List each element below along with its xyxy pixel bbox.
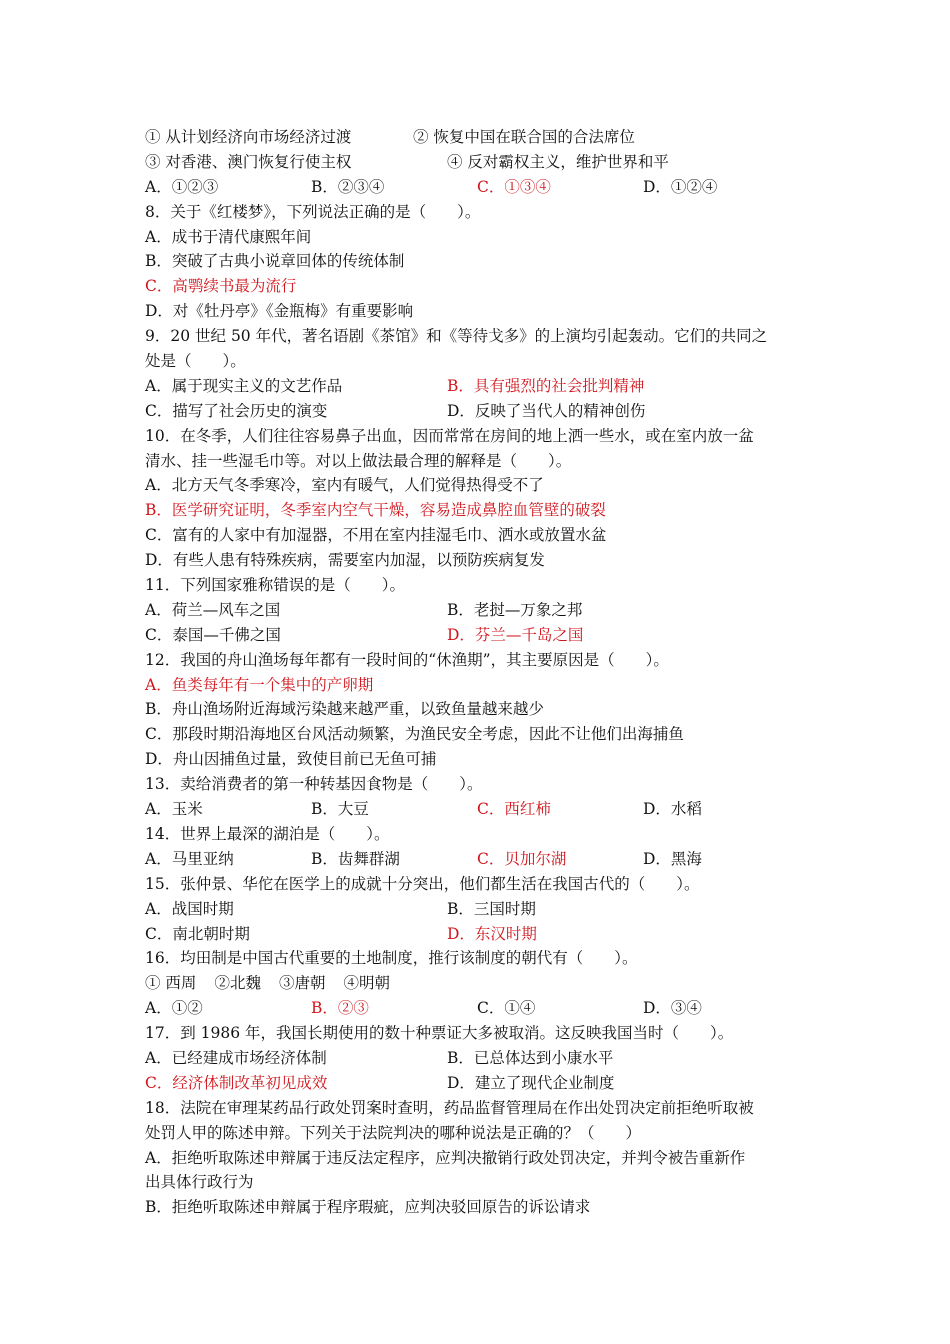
q14-option-c: C．贝加尔湖 [477,849,567,868]
q16-statement-1: ① 西周 [145,974,197,993]
q7-statements-row-1 [145,125,810,150]
q7-option-a: A．①②③ [145,177,219,196]
q7-options [145,175,810,200]
q15-option-c: C．南北朝时期 [145,924,250,943]
q10-option-b: B．医学研究证明，冬季室内空气干燥，容易造成鼻腔血管壁的破裂 [145,501,606,520]
q16-statement-3: ③唐朝 [278,974,326,993]
q13-options [145,797,810,822]
q7-statement-2: ② 恢复中国在联合国的合法席位 [413,128,635,146]
q15-options-row-1 [145,897,810,922]
q17-options-row-1 [145,1046,810,1071]
q16-option-d: D．③④ [643,999,702,1018]
q8-option-a: A．成书于清代康熙年间 [145,227,312,246]
q16-statements [145,971,810,996]
q11-option-c: C．泰国—千佛之国 [145,625,281,644]
q13-option-d: D．水稻 [643,800,702,819]
q12-option-c: C．那段时期沿海地区台风活动频繁，为渔民安全考虑，因此不让他们出海捕鱼 [145,725,684,744]
q10-stem-line-2: 清水、挂一些湿毛巾等。对以上做法最合理的解释是（ ）。 [145,451,572,470]
q10-option-a: A．北方天气冬季寒冷，室内有暖气，人们觉得热得受不了 [145,476,544,495]
q10-option-d: D．有些人患有特殊疾病，需要室内加湿，以预防疾病复发 [145,551,545,570]
q12-option-a: A．鱼类每年有一个集中的产卵期 [145,675,374,694]
q7-option-c: C．①③④ [477,177,551,196]
q13-option-c: C．西红柿 [477,800,551,819]
q7-option-d: D．①②④ [643,177,718,196]
q9-option-d: D．反映了当代人的精神创伤 [447,401,646,420]
q16-statement-2: ②北魏 [214,974,261,993]
q17-option-d: D．建立了现代企业制度 [447,1073,615,1092]
q7-statement-3: ③ 对香港、澳门恢复行使主权 [145,152,352,171]
q13-stem: 13．卖给消费者的第一种转基因食物是（ ）。 [145,775,483,794]
q9-option-c: C．描写了社会历史的演变 [145,401,328,420]
q14-stem: 14．世界上最深的湖泊是（ ）。 [145,824,390,843]
q14-option-b: B．齿舞群湖 [311,849,400,868]
q9-options-row-1 [145,374,810,399]
q18-stem-line-1: 18．法院在审理某药品行政处罚案时查明，药品监督管理局在作出处罚决定前拒绝听取被 [145,1098,754,1117]
q15-option-a: A．战国时期 [145,899,234,918]
q18-option-a-line-2: 出具体行政行为 [145,1173,254,1192]
q12-option-b: B．舟山渔场附近海域污染越来越严重，以致鱼量越来越少 [145,700,544,719]
q16-option-a: A．①② [145,999,203,1018]
q7-statement-1: ① 从计划经济向市场经济过渡 [145,128,352,146]
q11-option-b: B．老挝—万象之邦 [447,600,583,619]
q17-options-row-2 [145,1071,810,1096]
q17-stem: 17．到 1986 年，我国长期使用的数十种票证大多被取消。这反映我国当时（ ）。 [145,1024,734,1043]
q10-stem-line-1: 10．在冬季，人们往往容易鼻子出血，因而常常在房间的地上洒一些水，或在室内放一盆 [145,426,754,445]
q8-option-b: B．突破了古典小说章回体的传统体制 [145,252,405,271]
q8-option-c: C．高鹗续书最为流行 [145,277,297,296]
exam-page [145,125,810,1220]
q9-stem-line-2: 处是（ ）。 [145,352,246,371]
q15-options-row-2 [145,922,810,947]
q17-option-a: A．已经建成市场经济体制 [145,1048,327,1067]
q15-option-b: B．三国时期 [447,899,536,918]
q17-option-c: C．经济体制改革初见成效 [145,1073,328,1092]
q11-options-row-2 [145,623,810,648]
q7-statement-4: ④ 反对霸权主义，维护世界和平 [447,152,669,171]
q9-options-row-2 [145,399,810,424]
q12-stem: 12．我国的舟山渔场每年都有一段时间的“休渔期”，其主要原因是（ ）。 [145,650,669,669]
q16-option-c: C．①④ [477,999,536,1018]
q11-options-row-1 [145,598,810,623]
q9-option-a: A．属于现实主义的文艺作品 [145,376,343,395]
q10-option-c: C．富有的人家中有加湿器，不用在室内挂湿毛巾、洒水或放置水盆 [145,526,607,545]
q9-stem-line-1: 9．20 世纪 50 年代，著名语剧《茶馆》和《等待戈多》的上演均引起轰动。它们的共同之 [145,327,768,346]
q14-option-a: A．马里亚纳 [145,849,234,868]
q7-statements-row-2 [145,150,810,175]
q11-option-d: D．芬兰—千岛之国 [447,625,584,644]
q15-option-d: D．东汉时期 [447,924,537,943]
q11-option-a: A．荷兰—风车之国 [145,600,281,619]
q7-option-b: B．②③④ [311,177,385,196]
q16-statement-4: ④明朝 [343,974,390,993]
q16-stem: 16．均田制是中国古代重要的土地制度，推行该制度的朝代有（ ）。 [145,949,638,968]
q18-stem-line-2: 处罚人甲的陈述申辩。下列关于法院判决的哪种说法是正确的？（ ） [145,1123,642,1142]
q8-stem: 8．关于《红楼梦》，下列说法正确的是（ ）。 [145,202,481,221]
q16-options [145,996,810,1021]
q16-option-b: B．②③ [311,999,369,1018]
q13-option-a: A．玉米 [145,800,203,819]
q9-option-b: B．具有强烈的社会批判精神 [447,376,645,395]
q11-stem: 11．下列国家雅称错误的是（ ）。 [145,576,405,595]
q12-option-d: D．舟山因捕鱼过量，致使目前已无鱼可捕 [145,750,437,769]
q17-option-b: B．已总体达到小康水平 [447,1048,614,1067]
q18-option-b: B．拒绝听取陈述申辩属于程序瑕疵，应判决驳回原告的诉讼请求 [145,1198,591,1217]
q15-stem: 15．张仲景、华佗在医学上的成就十分突出，他们都生活在我国古代的（ ）。 [145,874,700,893]
q18-option-a-line-1: A．拒绝听取陈述申辩属于违反法定程序，应判决撤销行政处罚决定，并判令被告重新作 [145,1148,746,1167]
q8-option-d: D．对《牡丹亭》《金瓶梅》有重要影响 [145,302,414,321]
q13-option-b: B．大豆 [311,800,369,819]
q14-option-d: D．黑海 [643,849,702,868]
q14-options [145,847,810,872]
